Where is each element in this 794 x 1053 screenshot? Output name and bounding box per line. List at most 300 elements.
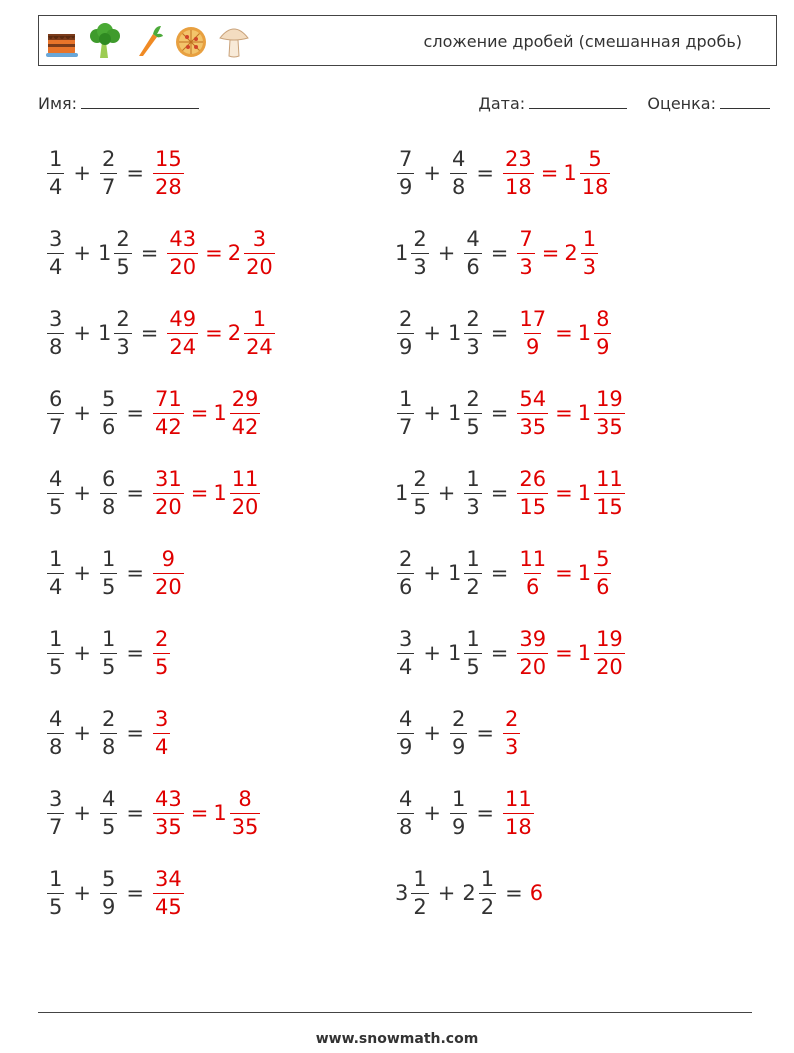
date-label: Дата: — [478, 94, 526, 113]
denominator: 3 — [519, 254, 533, 279]
fraction — [47, 706, 64, 759]
denominator: 4 — [49, 174, 63, 199]
fraction — [581, 226, 598, 279]
denominator: 7 — [101, 174, 116, 199]
addend-a — [45, 306, 66, 359]
fraction — [517, 626, 548, 679]
equals-sign: = — [205, 321, 223, 345]
numerator: 26 — [519, 466, 547, 491]
denominator: 42 — [231, 414, 259, 439]
denominator: 6 — [466, 254, 480, 279]
fraction — [47, 546, 64, 599]
fraction — [517, 386, 548, 439]
equals-sign: = — [126, 881, 144, 905]
plus-sign: + — [423, 321, 441, 345]
denominator: 7 — [399, 414, 413, 439]
whole-number: 1 — [97, 321, 112, 345]
whole-number: 2 — [227, 241, 242, 265]
whole-number: 3 — [395, 881, 409, 905]
equals-sign: = — [140, 241, 159, 265]
fraction — [244, 306, 275, 359]
answer-fraction — [151, 466, 186, 519]
answer-mixed-number — [577, 386, 627, 439]
denominator: 2 — [466, 574, 480, 599]
date-blank-line[interactable] — [529, 94, 627, 109]
denominator: 35 — [154, 814, 182, 839]
denominator: 4 — [49, 574, 63, 599]
numerator: 4 — [451, 146, 466, 171]
plus-sign: + — [423, 641, 441, 665]
problem-11 — [45, 543, 186, 603]
answer-fraction — [151, 626, 172, 679]
numerator: 1 — [466, 546, 480, 571]
pizza-icon — [174, 22, 208, 60]
answer-mixed-number — [227, 306, 277, 359]
addend-b — [462, 226, 483, 279]
fraction — [397, 546, 414, 599]
fraction — [47, 146, 64, 199]
broccoli-icon — [88, 22, 122, 60]
answer — [151, 466, 262, 519]
numerator: 2 — [399, 546, 413, 571]
fraction — [100, 466, 117, 519]
denominator: 3 — [466, 334, 480, 359]
addend-a — [45, 786, 66, 839]
denominator: 9 — [596, 334, 610, 359]
fraction — [153, 386, 184, 439]
numerator: 2 — [466, 386, 480, 411]
denominator: 6 — [596, 574, 610, 599]
denominator: 8 — [101, 494, 116, 519]
numerator: 2 — [154, 626, 169, 651]
answer — [501, 146, 612, 199]
denominator: 5 — [101, 814, 116, 839]
answer-fraction — [530, 881, 544, 905]
numerator: 3 — [49, 786, 63, 811]
fraction — [594, 306, 611, 359]
problem-5 — [45, 303, 277, 363]
denominator: 42 — [154, 414, 182, 439]
fraction — [397, 706, 414, 759]
addend-b — [447, 306, 484, 359]
addend-a — [395, 626, 416, 679]
answer — [151, 146, 186, 199]
answer-fraction — [151, 866, 186, 919]
denominator: 6 — [399, 574, 413, 599]
answer-fraction — [151, 786, 186, 839]
numerator: 2 — [101, 706, 116, 731]
numerator: 1 — [413, 866, 427, 891]
answer-mixed-number — [213, 386, 262, 439]
answer-fraction — [515, 626, 550, 679]
numerator: 2 — [101, 146, 116, 171]
equals-sign: = — [490, 401, 509, 425]
denominator: 4 — [49, 254, 63, 279]
fraction — [153, 146, 184, 199]
fraction — [100, 146, 117, 199]
whole-number: 2 — [227, 321, 242, 345]
fraction — [517, 306, 548, 359]
numerator: 3 — [49, 226, 63, 251]
denominator: 18 — [581, 174, 609, 199]
numerator: 15 — [154, 146, 182, 171]
answer — [515, 466, 626, 519]
numerator: 2 — [413, 466, 427, 491]
answer — [515, 626, 626, 679]
name-blank-line[interactable] — [81, 94, 199, 109]
denominator: 15 — [596, 494, 623, 519]
numerator: 11 — [504, 786, 532, 811]
name-label: Имя: — [38, 94, 78, 113]
problem-15 — [45, 703, 172, 763]
denominator: 3 — [582, 254, 597, 279]
problem-16 — [395, 703, 522, 763]
answer — [501, 706, 522, 759]
answer — [151, 386, 262, 439]
denominator: 7 — [49, 414, 63, 439]
denominator: 3 — [413, 254, 427, 279]
fraction — [230, 466, 261, 519]
carrot-icon — [131, 22, 165, 60]
addend-a — [395, 306, 416, 359]
numerator: 1 — [101, 546, 116, 571]
answer — [165, 306, 276, 359]
fraction — [464, 626, 481, 679]
fraction — [153, 546, 184, 599]
equals-sign: = — [540, 161, 559, 185]
numerator: 1 — [49, 146, 63, 171]
header-icons — [45, 22, 251, 60]
numerator: 2 — [116, 306, 130, 331]
plus-sign: + — [73, 401, 91, 425]
numerator: 23 — [504, 146, 532, 171]
denominator: 3 — [466, 494, 480, 519]
whole-number: 1 — [395, 481, 409, 505]
fraction — [244, 226, 275, 279]
answer-mixed-number — [563, 146, 612, 199]
plus-sign: + — [437, 881, 456, 905]
equals-sign: = — [126, 721, 144, 745]
problem-2 — [395, 143, 612, 203]
numerator: 6 — [101, 466, 116, 491]
answer-fraction — [515, 466, 550, 519]
addend-a — [45, 386, 66, 439]
addend-b — [448, 706, 469, 759]
fraction — [100, 706, 117, 759]
problem-10 — [395, 463, 627, 523]
numerator: 4 — [399, 786, 413, 811]
denominator: 4 — [154, 734, 169, 759]
answer-mixed-number — [564, 226, 600, 279]
plus-sign: + — [73, 321, 91, 345]
addend-a — [45, 706, 66, 759]
fraction — [100, 386, 117, 439]
equals-sign: = — [490, 241, 509, 265]
numerator: 5 — [101, 866, 116, 891]
whole-number: 1 — [213, 481, 227, 505]
whole-number: 1 — [577, 641, 592, 665]
fraction — [47, 466, 64, 519]
addend-a — [395, 146, 416, 199]
answer-mixed-number — [577, 466, 627, 519]
denominator: 5 — [466, 414, 480, 439]
whole-number: 1 — [447, 401, 462, 425]
worksheet-title: сложение дробей (смешанная дробь) — [423, 32, 742, 51]
plus-sign: + — [423, 561, 441, 585]
plus-sign: + — [423, 721, 441, 745]
whole-number: 1 — [563, 161, 577, 185]
equals-sign: = — [555, 561, 573, 585]
fraction — [397, 386, 414, 439]
numerator: 4 — [466, 226, 480, 251]
answer — [515, 386, 626, 439]
numerator: 71 — [154, 386, 182, 411]
equals-sign: = — [126, 561, 144, 585]
denominator: 8 — [399, 814, 413, 839]
denominator: 24 — [169, 334, 197, 359]
problem-8 — [395, 383, 627, 443]
fraction — [47, 306, 64, 359]
addend-b — [98, 546, 119, 599]
denominator: 5 — [49, 494, 63, 519]
equals-sign: = — [140, 321, 159, 345]
grade-blank-line[interactable] — [720, 94, 770, 109]
numerator: 3 — [154, 706, 169, 731]
answer-fraction — [151, 546, 186, 599]
answer — [165, 226, 276, 279]
denominator: 5 — [466, 654, 480, 679]
equals-sign: = — [126, 801, 144, 825]
equals-sign: = — [476, 801, 494, 825]
addend-b — [97, 306, 134, 359]
numerator: 1 — [49, 546, 63, 571]
fraction — [397, 626, 414, 679]
equals-sign: = — [555, 401, 573, 425]
whole-number: 1 — [577, 321, 592, 345]
denominator: 15 — [519, 494, 547, 519]
numerator: 4 — [399, 706, 413, 731]
whole-number: 1 — [447, 641, 462, 665]
problem-12 — [395, 543, 613, 603]
numerator: 5 — [596, 546, 610, 571]
denominator: 6 — [526, 574, 540, 599]
equals-sign: = — [190, 801, 209, 825]
whole-number: 6 — [529, 881, 544, 905]
denominator: 35 — [519, 414, 547, 439]
problem-13 — [45, 623, 172, 683]
addend-b — [98, 386, 119, 439]
fraction — [594, 626, 625, 679]
numerator: 1 — [49, 866, 63, 891]
denominator: 8 — [49, 334, 63, 359]
addend-b — [98, 626, 119, 679]
equals-sign: = — [126, 641, 144, 665]
problem-17 — [45, 783, 262, 843]
numerator: 11 — [519, 546, 547, 571]
denominator: 4 — [399, 654, 413, 679]
numerator: 4 — [49, 466, 63, 491]
denominator: 5 — [154, 654, 169, 679]
fraction — [464, 386, 481, 439]
denominator: 9 — [399, 334, 413, 359]
answer — [151, 786, 262, 839]
answer — [151, 866, 186, 919]
answer-mixed-number — [577, 626, 627, 679]
answer-fraction — [501, 786, 536, 839]
numerator: 34 — [154, 866, 182, 891]
equals-sign: = — [490, 481, 509, 505]
fraction — [114, 226, 131, 279]
grade-label: Оценка: — [647, 94, 716, 113]
plus-sign: + — [423, 401, 441, 425]
footer-divider — [38, 1012, 752, 1013]
equals-sign: = — [555, 641, 573, 665]
plus-sign: + — [73, 881, 91, 905]
fraction — [167, 226, 198, 279]
plus-sign: + — [73, 801, 91, 825]
denominator: 35 — [231, 814, 259, 839]
plus-sign: + — [437, 241, 456, 265]
answer-fraction — [515, 306, 550, 359]
denominator: 5 — [116, 254, 130, 279]
plus-sign: + — [73, 481, 91, 505]
mushroom-icon — [217, 22, 251, 60]
date-grade-fields — [478, 94, 770, 113]
equals-sign: = — [476, 161, 494, 185]
equals-sign: = — [205, 241, 223, 265]
denominator: 24 — [246, 334, 273, 359]
numerator: 2 — [466, 306, 480, 331]
fraction — [464, 306, 481, 359]
answer-mixed-number — [577, 546, 614, 599]
whole-number: 2 — [462, 881, 476, 905]
addend-b — [447, 386, 484, 439]
fraction — [503, 146, 534, 199]
denominator: 2 — [480, 894, 495, 919]
numerator: 3 — [49, 306, 63, 331]
fraction — [153, 786, 184, 839]
numerator: 11 — [231, 466, 259, 491]
plus-sign: + — [423, 161, 441, 185]
answer-mixed-number — [213, 786, 262, 839]
fraction — [153, 466, 184, 519]
fraction — [100, 866, 117, 919]
answer-fraction — [151, 706, 172, 759]
numerator: 19 — [596, 386, 623, 411]
whole-number: 2 — [564, 241, 578, 265]
numerator: 1 — [451, 786, 466, 811]
fraction — [411, 466, 428, 519]
fraction — [517, 546, 548, 599]
numerator: 5 — [588, 146, 602, 171]
fraction — [517, 226, 534, 279]
numerator: 31 — [154, 466, 182, 491]
denominator: 5 — [49, 894, 63, 919]
numerator: 1 — [582, 226, 597, 251]
numerator: 17 — [519, 306, 547, 331]
addend-a — [395, 786, 416, 839]
numerator: 49 — [169, 306, 197, 331]
fraction — [517, 466, 548, 519]
plus-sign: + — [73, 161, 91, 185]
denominator: 9 — [399, 734, 413, 759]
problem-18 — [395, 783, 536, 843]
fraction — [100, 786, 117, 839]
fraction — [411, 866, 428, 919]
numerator: 1 — [101, 626, 116, 651]
numerator: 5 — [101, 386, 116, 411]
denominator: 20 — [246, 254, 273, 279]
whole-number: 1 — [97, 241, 112, 265]
answer-mixed-number — [227, 226, 277, 279]
denominator: 20 — [519, 654, 547, 679]
whole-number: 1 — [213, 801, 227, 825]
fraction — [114, 306, 131, 359]
numerator: 4 — [101, 786, 116, 811]
denominator: 18 — [504, 814, 532, 839]
fraction — [230, 386, 261, 439]
whole-number: 1 — [577, 481, 592, 505]
problem-3 — [45, 223, 277, 283]
denominator: 5 — [49, 654, 63, 679]
addend-a — [45, 866, 66, 919]
fraction — [464, 466, 481, 519]
answer — [515, 226, 600, 279]
numerator: 43 — [154, 786, 182, 811]
denominator: 20 — [169, 254, 197, 279]
addend-a — [45, 466, 66, 519]
answer-fraction — [165, 306, 200, 359]
answer-fraction — [515, 546, 550, 599]
denominator: 6 — [101, 414, 116, 439]
problem-19 — [45, 863, 186, 923]
addend-b — [448, 146, 469, 199]
denominator: 9 — [526, 334, 540, 359]
fraction — [397, 786, 414, 839]
fraction — [464, 226, 481, 279]
denominator: 35 — [596, 414, 623, 439]
addend-b — [98, 866, 119, 919]
numerator: 1 — [480, 866, 495, 891]
fraction — [594, 386, 625, 439]
numerator: 2 — [413, 226, 427, 251]
fraction — [503, 706, 520, 759]
fraction — [397, 146, 414, 199]
answer — [515, 306, 613, 359]
numerator: 54 — [519, 386, 547, 411]
addend-a — [395, 546, 416, 599]
whole-number: 1 — [577, 401, 592, 425]
addend-a — [395, 226, 431, 279]
denominator: 5 — [101, 654, 116, 679]
numerator: 2 — [451, 706, 466, 731]
equals-sign: = — [541, 241, 560, 265]
numerator: 3 — [399, 626, 413, 651]
answer-fraction — [151, 386, 186, 439]
equals-sign: = — [190, 481, 209, 505]
whole-number: 1 — [213, 401, 227, 425]
numerator: 29 — [231, 386, 259, 411]
answer — [151, 546, 186, 599]
whole-number: 1 — [395, 241, 409, 265]
equals-sign: = — [126, 161, 144, 185]
problem-14 — [395, 623, 627, 683]
fraction — [47, 626, 64, 679]
numerator: 1 — [49, 626, 63, 651]
answer — [151, 706, 172, 759]
cake-icon — [45, 22, 79, 60]
plus-sign: + — [73, 241, 91, 265]
